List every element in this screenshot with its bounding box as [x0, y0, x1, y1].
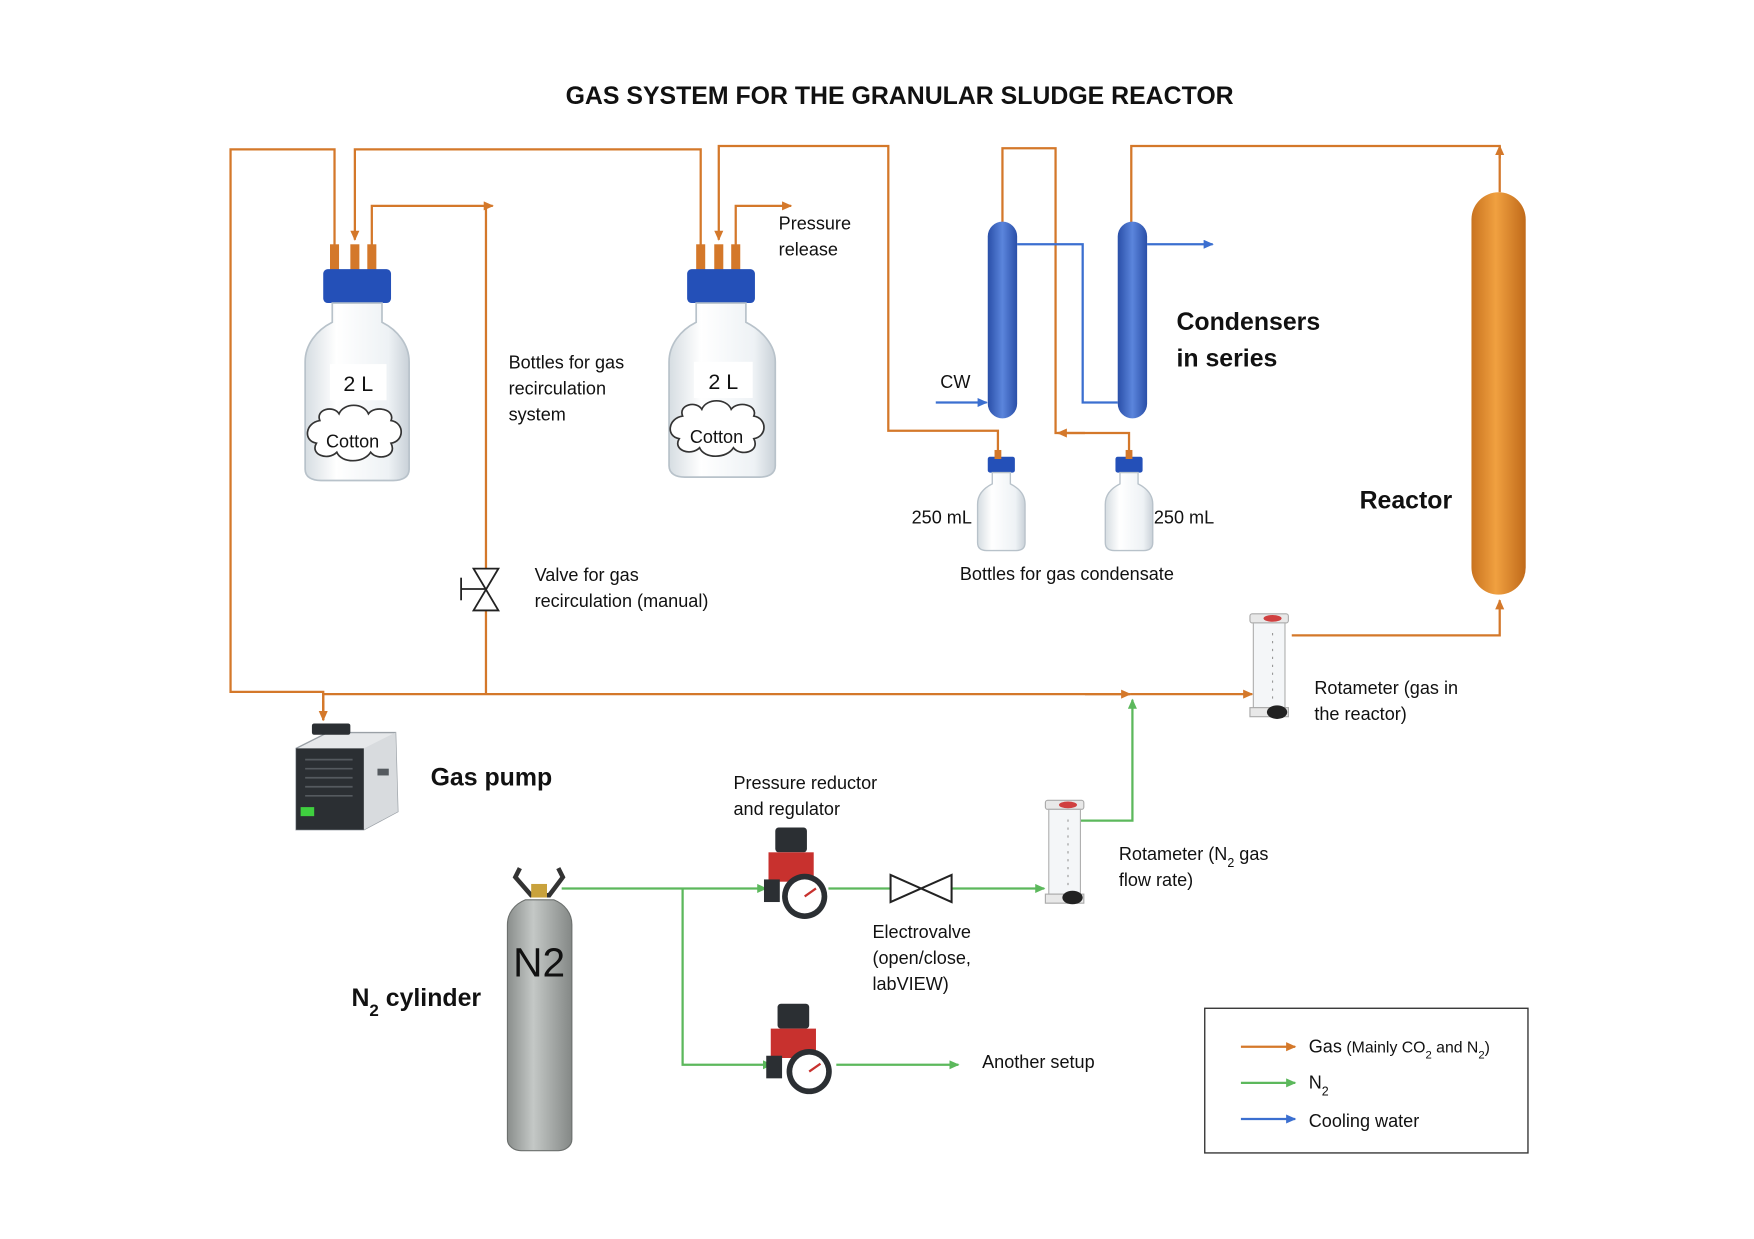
- condensers-label: Condensers in series: [1176, 308, 1321, 373]
- bottle2-tube-2: [714, 244, 723, 271]
- bottle4-glass: [1105, 473, 1152, 551]
- n2-line-branch-to-second-regulator: [683, 888, 772, 1064]
- regulator-secondary-knob: [778, 1004, 810, 1029]
- rotameter-reactor: [1250, 614, 1288, 719]
- cooling-water-lines: [936, 244, 1213, 402]
- gas-line-recirculation-return: [372, 206, 493, 247]
- rotameter-reactor-badge: [1264, 615, 1282, 622]
- gas-pump-front: [296, 748, 364, 829]
- bottle4-tube: [1126, 450, 1133, 459]
- bottles-condensate-label: Bottles for gas condensate: [959, 563, 1174, 584]
- cooling-water-between-condensers: [1017, 244, 1118, 402]
- bottle3-glass: [978, 473, 1025, 551]
- gas-line-condensate2-to-condenser1: [1002, 148, 1129, 467]
- rotameter-n2: [1045, 800, 1083, 904]
- bottle-2l-2: [669, 244, 775, 477]
- legend-gas-label: Gas (Mainly $CO_2$ and $N_2$): [1308, 1036, 1490, 1062]
- gas-line-bottle2-to-bottle1: [355, 149, 701, 246]
- legend: [1205, 1008, 1528, 1153]
- condenser-2: [1118, 222, 1147, 419]
- electrovalve-label: Electrovalve (open/close, labVIEW): [872, 922, 971, 995]
- another-setup-label: Another setup: [982, 1052, 1095, 1073]
- electrovalve-symbol: [891, 875, 952, 902]
- valve-recirculation-label: Valve for gas recirculation (manual): [534, 565, 709, 612]
- bottle2-cap: [687, 269, 755, 303]
- cw-label: CW: [940, 371, 971, 392]
- pressure-reductor-label: Pressure reductor and regulator: [733, 773, 878, 820]
- rotameter-n2-tube: [1049, 809, 1081, 894]
- gas-lines: [231, 146, 1500, 720]
- bottle4-volume: 250 mL: [1153, 507, 1215, 528]
- regulator-main-knob: [775, 827, 807, 852]
- gas-pump-side: [364, 733, 398, 830]
- reactor-label: Reactor: [1359, 486, 1453, 515]
- rotameter-n2-label: Rotameter ($N_2$ gas flow rate): [1118, 844, 1269, 891]
- diagram-title: GAS SYSTEM FOR THE GRANULAR SLUDGE REACTOR: [565, 82, 1234, 111]
- gas-pump-label: Gas pump: [430, 763, 553, 792]
- bottle-2l-1: [305, 244, 409, 480]
- n2-cylinder-valve: [531, 884, 547, 898]
- pressure-regulator-secondary: [766, 1004, 832, 1094]
- gas-line-reactor-to-condenser2: [1131, 146, 1499, 226]
- bottle1-volume: 2 L: [343, 372, 374, 397]
- bottle1-tube-3: [367, 244, 376, 271]
- n2-cylinder-body: [507, 900, 571, 1151]
- bottle2-volume: 2 L: [708, 369, 739, 394]
- manual-valve: [461, 569, 498, 611]
- n2-lines: [562, 700, 1133, 1065]
- n2-cylinder-graphic: [507, 868, 571, 1151]
- gas-line-rotameter-to-reactor: [1292, 600, 1500, 635]
- legend-box: [1205, 1008, 1528, 1153]
- condensers: [988, 222, 1147, 419]
- bottle3-volume: 250 mL: [911, 507, 972, 528]
- regulator-main-bowl: [764, 879, 780, 902]
- bottle2-tube-1: [696, 244, 705, 271]
- bottle4-cap: [1115, 457, 1142, 473]
- gas-pump-power-switch: [301, 807, 315, 816]
- gas-pump-logo: [377, 769, 388, 776]
- gas-line-pump-to-rotameter: [323, 694, 1130, 720]
- n2-cylinder-label: $N_2$ cylinder: [351, 984, 482, 1020]
- bottle2-tube-3: [731, 244, 740, 271]
- n2-cylinder-body-label: N2: [513, 939, 566, 986]
- legend-n2-label: $N_2$: [1308, 1072, 1329, 1099]
- reactor-vessel: [1471, 192, 1525, 594]
- rotameter-reactor-label: Rotameter (gas in the reactor): [1314, 678, 1459, 725]
- bottle2-content: Cotton: [689, 427, 744, 448]
- regulator-secondary-bowl: [766, 1056, 782, 1079]
- bottle-250ml-1: [978, 450, 1025, 551]
- gas-pump-inlet: [312, 723, 350, 734]
- rotameter-n2-badge: [1059, 801, 1077, 808]
- pressure-release-label: Pressure release: [778, 213, 852, 260]
- bottle-250ml-2: [1105, 450, 1152, 551]
- bottle1-cap: [323, 269, 391, 303]
- bottle3-cap: [988, 457, 1015, 473]
- bottle1-tube-2: [350, 244, 359, 271]
- n2-line-rotameter-to-junction: [1080, 700, 1132, 821]
- legend-cooling-water-label: Cooling water: [1308, 1110, 1420, 1131]
- bottle1-tube-1: [330, 244, 339, 271]
- bottle1-content: Cotton: [325, 431, 380, 452]
- rotameter-reactor-knob: [1267, 705, 1287, 719]
- rotameter-n2-knob: [1062, 891, 1082, 905]
- rotameter-reactor-tube: [1253, 623, 1285, 708]
- gas-pump: [296, 723, 398, 829]
- bottles-recirculation-label: Bottles for gas recirculation system: [508, 352, 625, 425]
- bottle3-tube: [995, 450, 1002, 459]
- condenser-1: [988, 222, 1017, 419]
- pressure-regulator-main: [764, 827, 827, 919]
